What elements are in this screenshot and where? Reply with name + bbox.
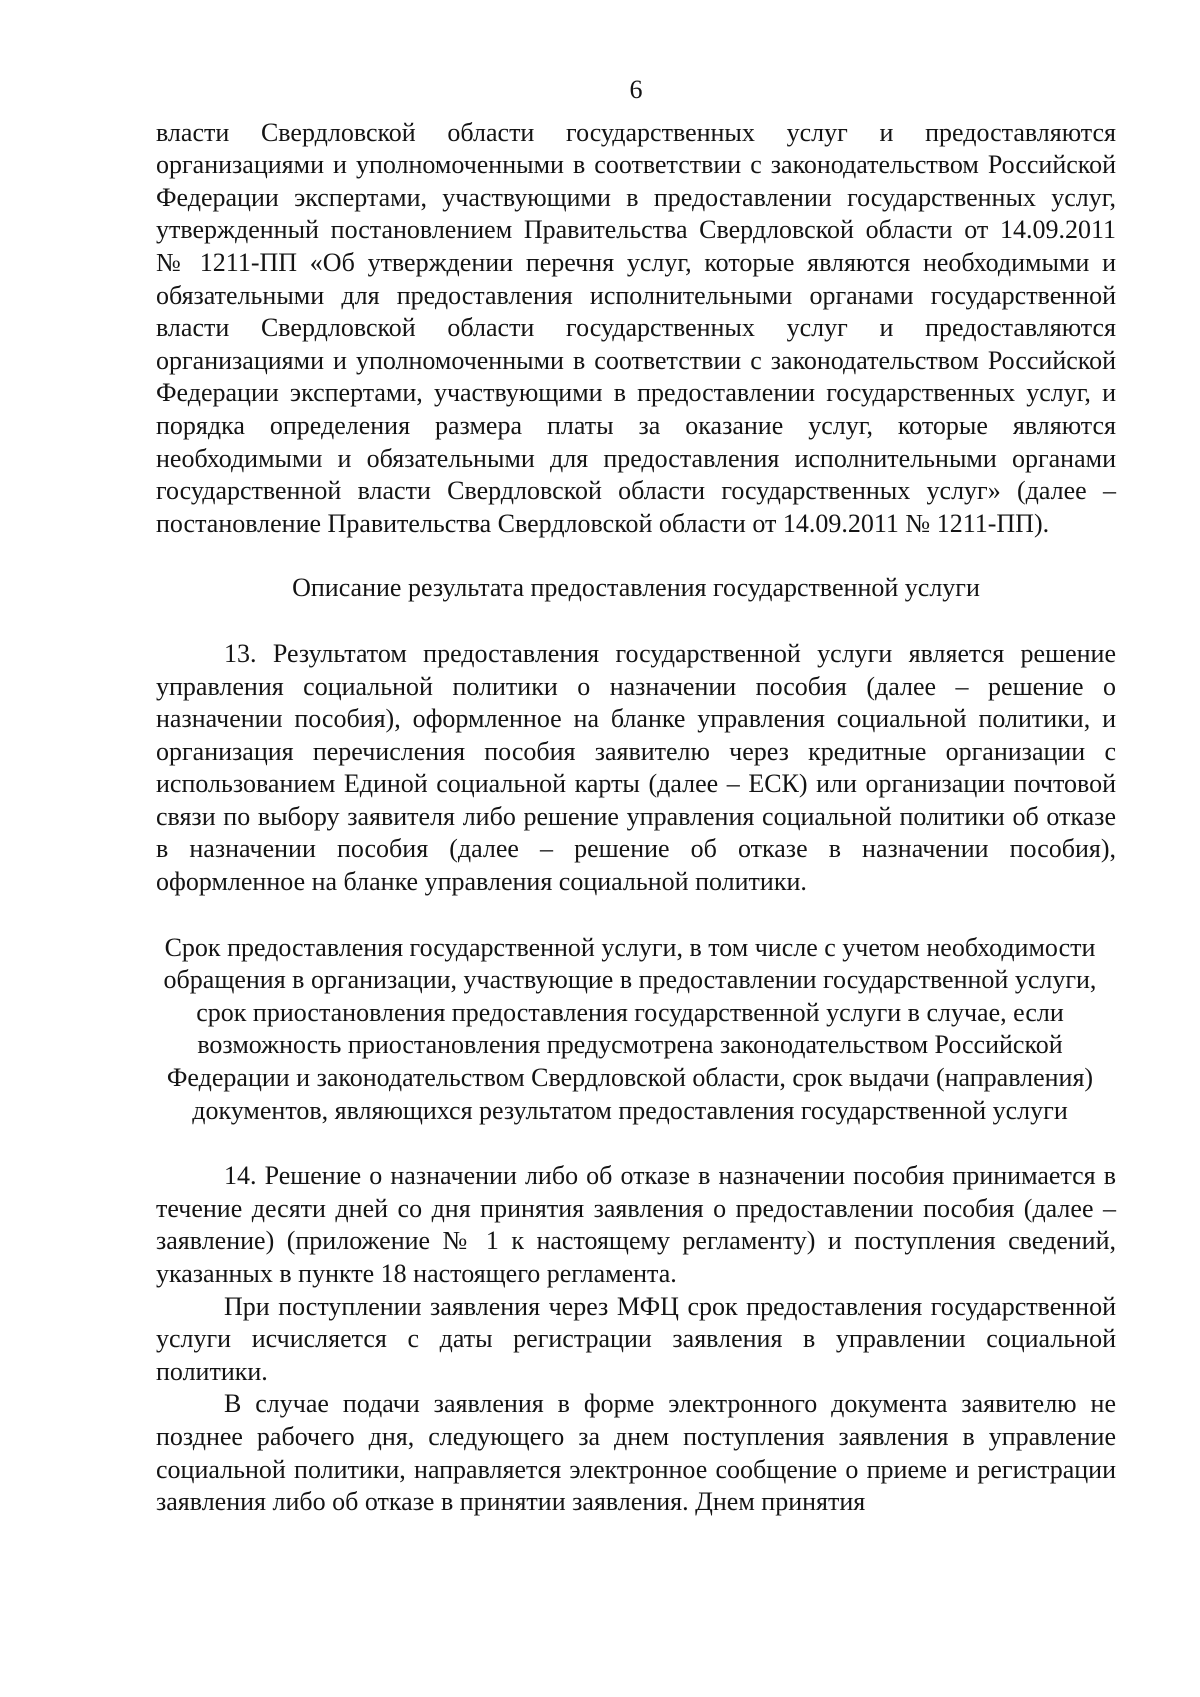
paragraph-continuation: власти Свердловской области государственных услуг и предоставляются организациями и уполномоченными в соответствии с законодательством Российской Федерации экспертами, участвующими в предоставлении государственных услуг, утвержденный постановлением Правительства Свердловской области от 14.09.2011 № 1211-ПП «Об утверждении перечня услуг, которые являются необходимыми и обязательными для предоставления исполнительными органами государственной власти Свердловской области государственных услуг и предоставляются организациями и уполномоченными в соответствии с законодательством Российской Федерации экспертами, участвующими в предоставлении государственных услуг, и порядка определения размера платы за оказание услуг, которые являются необходимыми и обязательными для предоставления исполнительными органами государственной власти Свердловской области государственных услуг» (далее – постановление Правительства Свердловской области от 14.09.2011 № 1211-ПП). xyxy=(156,117,1116,538)
paragraph-item-14: 14. Решение о назначении либо об отказе в назначении пособия принимается в течение десяти дней со дня принятия заявления о предоставлении пособия (далее – заявление) (приложение № 1 к настоящему регламенту) и поступления сведений, указанных в пункте 18 настоящего регламента. xyxy=(156,1161,1116,1288)
paragraph-item-13: 13. Результатом предоставления государственной услуги является решение управления социальной политики о назначении пособия (далее – решение о назначении пособия), оформленное на бланке управления социальной политики, и организация перечисления пособия заявителю через кредитные организации с использованием Единой социальной карты (далее – ЕСК) или организации почтовой связи по выбору заявителя либо решение управления социальной политики об отказе в назначении пособия (далее – решение об отказе в назначении пособия), оформленное на бланке управления социальной политики. xyxy=(156,638,1116,897)
page-number: 6 xyxy=(629,75,643,104)
section-heading-result: Описание результата предоставления государственной услуги xyxy=(292,573,980,603)
paragraph-item-14-mfc: При поступлении заявления через МФЦ срок предоставления государственной услуги исчисляется с даты регистрации заявления в управлении социальной политики. xyxy=(156,1291,1116,1386)
paragraph-item-14-electronic: В случае подачи заявления в форме электронного документа заявителю не позднее рабочего дня, следующего за днем поступления заявления в управление социальной политики, направляется электронное сообщение о приеме и регистрации заявления либо об отказе в принятии заявления. Днем принятия xyxy=(156,1389,1116,1517)
section-heading-term: Срок предоставления государственной услуги, в том числе с учетом необходимости обращения в организации, участвующие в предоставлении государственной услуги, срок приостановления предоставления государственной услуги в случае, если возможность приостановления предусмотрена законодательством Российской Федерации и законодательством Свердловской области, срок выдачи (направления) документов, являющихся результатом предоставления государственной услуги xyxy=(163,932,1097,1125)
